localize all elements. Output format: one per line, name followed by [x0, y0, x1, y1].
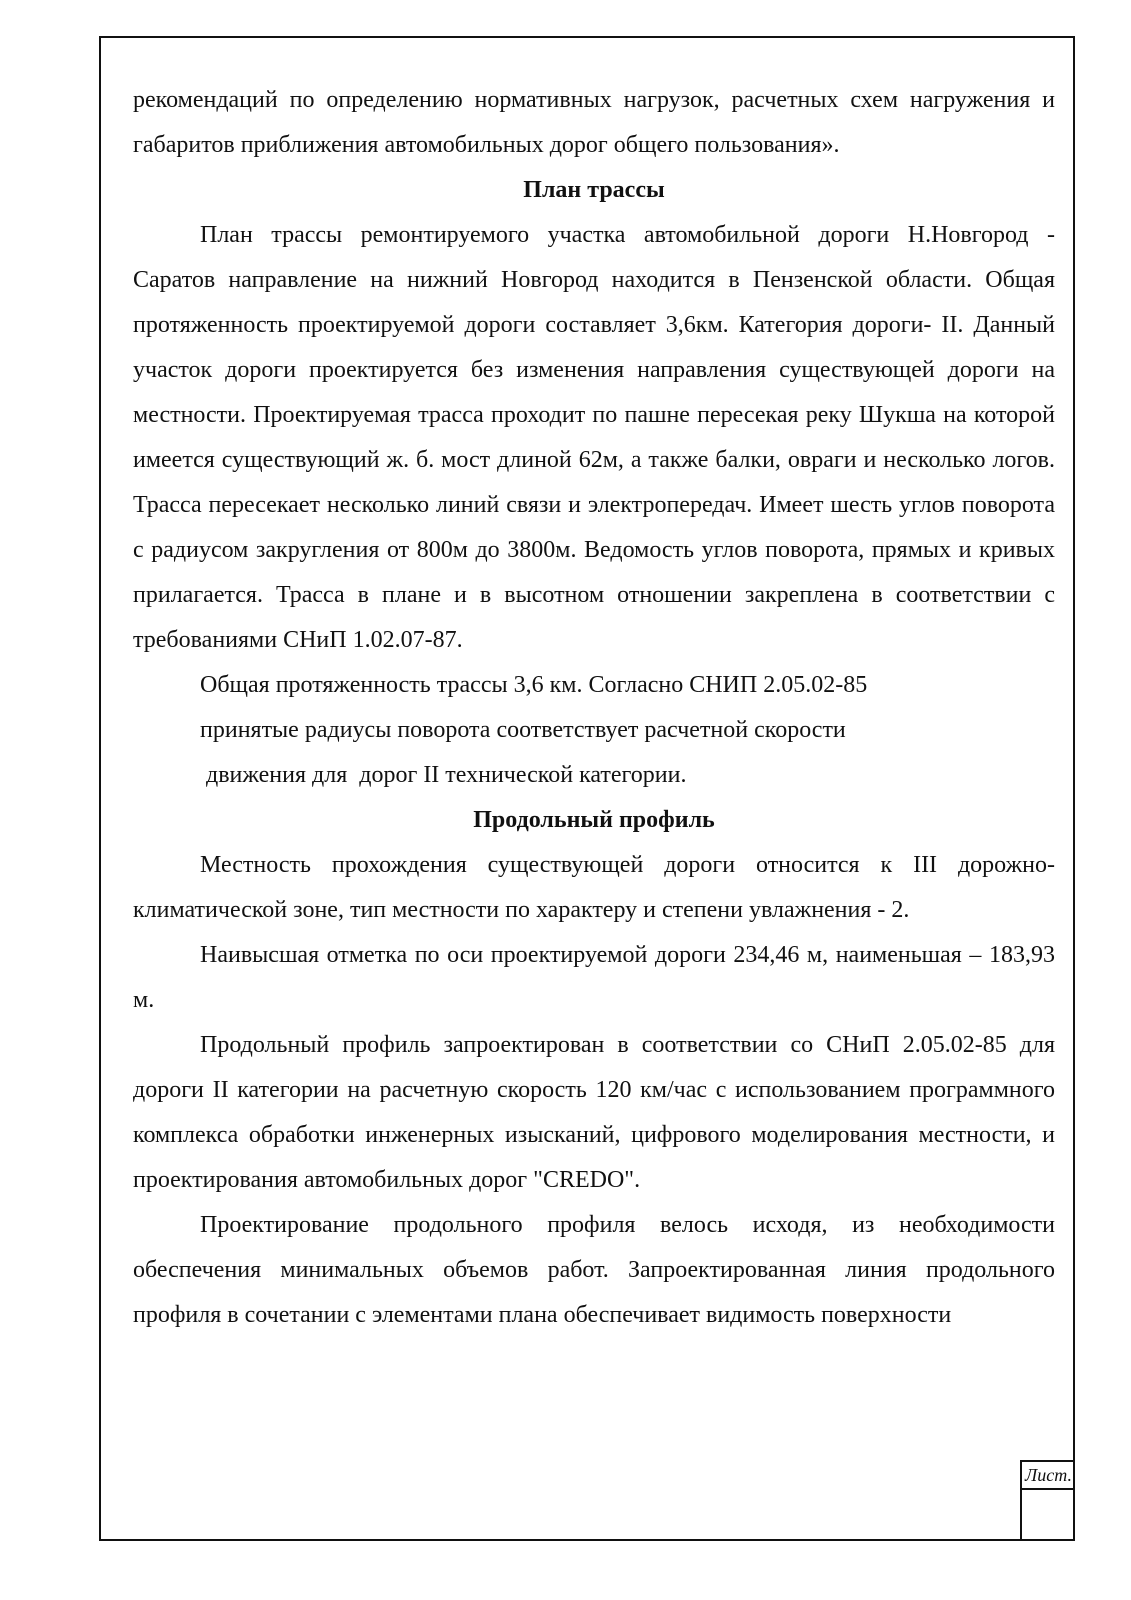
paragraph-continuation: рекомендаций по определению нормативных нагрузок, расчетных схем нагружения и габаритов приближения автомобильных дорог общего пользования». [133, 87, 1055, 158]
heading-longitudinal-profile: Продольный профиль [473, 807, 715, 833]
line-radii: принятые радиусы поворота соответствует расчетной скорости [200, 717, 846, 743]
paragraph-elevations: Наивысшая отметка по оси проектируемой дороги 234,46 м, наименьшая – 183,93 м. [133, 942, 1055, 1013]
document-body [133, 78, 1055, 1338]
sheet-label: Лист. [1022, 1462, 1075, 1490]
line-category: движения для дорог II технической категории. [200, 762, 687, 788]
heading-route-plan: План трассы [523, 177, 665, 203]
paragraph-profile-design: Продольный профиль запроектирован в соответствии со СНиП 2.05.02-85 для дороги II категории на расчетную скорость 120 км/час с использованием программного комплекса обработки инженерных изысканий, цифрового моделирования местности, и проектирования автомобильных дорог "CREDO". [133, 1032, 1055, 1193]
paragraph-route-plan: План трассы ремонтируемого участка автомобильной дороги Н.Новгород - Саратов направление на нижний Новгород находится в Пензенской области. Общая протяженность проектируемой дороги составляет 3,6км. Категория дороги- II. Данный участок дороги проектируется без изменения направления существующей дороги на местности. Проектируемая трасса проходит по пашне пересекая реку Шукша на которой имеется существующий ж. б. мост длиной 62м, а также балки, овраги и несколько логов. Трасса пересекает несколько линий связи и электропередач. Имеет шесть углов поворота с радиусом закругления от 800м до 3800м. Ведомость углов поворота, прямых и кривых прилагается. Трасса в плане и в высотном отношении закреплена в соответствии с требованиями СНиП 1.02.07-87. [133, 222, 1055, 653]
line-total-length: Общая протяженность трассы 3,6 км. Согласно СНИП 2.05.02-85 [200, 672, 868, 698]
sheet-stamp [1020, 1460, 1075, 1541]
paragraph-profile-rationale: Проектирование продольного профиля велось исходя, из необходимости обеспечения минимальных объемов работ. Запроектированная линия продольного профиля в сочетании с элементами плана обеспечивает видимость поверхности [133, 1212, 1055, 1328]
paragraph-climate-zone: Местность прохождения существующей дороги относится к III дорожно-климатической зоне, тип местности по характеру и степени увлажнения - 2. [133, 852, 1055, 923]
